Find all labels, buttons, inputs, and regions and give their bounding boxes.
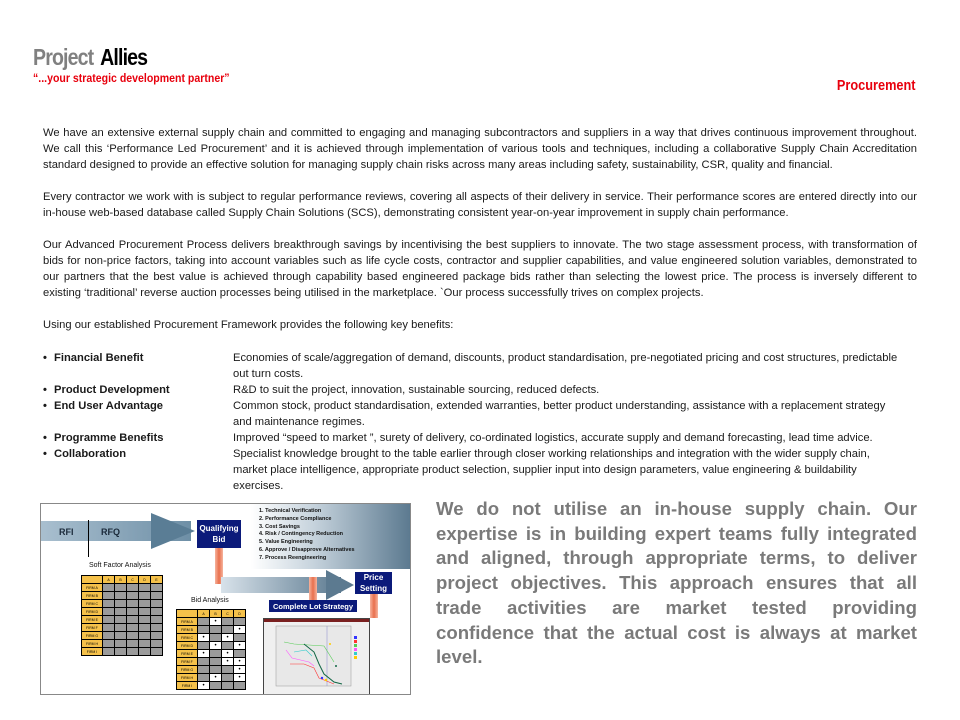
rfq-label: RFQ [101, 527, 120, 537]
scatter-plot-icon [264, 622, 369, 694]
tagline: “...your strategic development partner” [33, 71, 230, 85]
benefit-desc: Common stock, product standardisation, extended warranties, better product understanding, assistance with a replacement strategy and maintenance regimes. [233, 400, 886, 428]
step-item: 7. Process Reengineering [259, 554, 327, 561]
benefits-list [43, 350, 917, 494]
benefit-desc: Economies of scale/aggregation of demand, discounts, product standardisation, pre-negotiated pricing and cost structures, predictable out turn costs. [233, 352, 898, 380]
brand-part-project: Project [33, 44, 94, 70]
step-item: 5. Value Engineering [259, 539, 313, 546]
bid-to-price-arrow [221, 577, 341, 593]
bullet-icon: • [43, 384, 47, 396]
qualifying-bid-line2: Bid [212, 535, 226, 544]
arrow-head-icon [151, 513, 195, 549]
benefit-item [43, 430, 917, 446]
intro-body [43, 125, 917, 349]
soft-factor-table: A B C D E FIRM A FIRM B FIRM C FIRM D FIRM E FIRM F FIRM G FIRM H FIRM I [81, 575, 163, 656]
complete-lot-strategy-box: Complete Lot Strategy [269, 600, 357, 612]
closing-statement: We do not utilise an in-house supply chain. Our expertise is in building expert teams fully integrated and aligned, through appropriate terms, to deliver project objectives. This approach ensures that all trade activities are market tested providing confidence that the actual cost is always at market level. [436, 498, 917, 668]
paragraph-performance-reviews: Every contractor we work with is subject to regular performance reviews, covering all aspects of their delivery in service. Their performance scores are entered directly into our in-house web-based database called Supply Chain Solutions (SCS), demonstrating consistent year-on-year improvement in supply chain performance. [43, 191, 917, 219]
step-item: 6. Approve / Disapprove Alternatives [259, 546, 355, 553]
benefit-label: Programme Benefits [54, 432, 164, 444]
bullet-icon: • [43, 400, 47, 412]
step-item: 4. Risk / Contingency Reduction [259, 531, 344, 538]
price-setting-line2: Setting [359, 584, 388, 593]
paragraph-supply-chain: We have an extensive external supply chain and committed to engaging and managing subcontractors and suppliers in a way that drives continuous improvement throughout. We call this ‘Performance Led Procurement’ and it is achieved through implementation of various tools and techniques, including a collaborative Supply Chain Accreditation standard designed to provide an effective solution for managing supply chain risks across many areas including safety, sustainability, CSR, quality and financial. [43, 127, 917, 171]
benefit-desc: Improved “speed to market ”, surety of delivery, co-ordinated logistics, accurate supply and demand forecasting, lead time advice. [233, 432, 873, 444]
qualifying-bid-box [197, 520, 241, 548]
section-title: Procurement [837, 77, 916, 94]
bullet-icon: • [43, 352, 47, 364]
soft-factor-caption: Soft Factor Analysis [89, 562, 151, 569]
down-arrow-icon [370, 594, 378, 618]
benefit-label: Collaboration [54, 448, 127, 460]
benefit-desc: Specialist knowledge brought to the table earlier through closer working relationships and integration with the wider supply chain, market place intelligence, appropriate product selection, supplier input into design parameters, value engineering & buildability exercises. [233, 448, 870, 492]
qualifying-bid-line1: Qualifying [199, 524, 239, 533]
procurement-process-diagram [40, 503, 411, 695]
up-arrow-icon [309, 577, 317, 600]
divider-line [88, 520, 89, 557]
benefit-item [43, 350, 917, 382]
bullet-icon: • [43, 432, 47, 444]
step-item: 3. Cost Savings [259, 523, 300, 530]
brand-part-allies: Allies [100, 44, 148, 70]
paragraph-advanced-procurement: Our Advanced Procurement Process delivers breakthrough savings by incentivising the best suppliers to innovate. The two stage assessment process, with transformation of bids for non-price factors, taking into account variables such as life cycle costs, contractor and supplier capabilities, and value engineered solution variables, demonstrated to our partners that the best value is achieved through capability based engineered package bids rather than selecting the lowest price. The process is inversely different to existing ‘traditional’ reverse auction processes being utilised in the marketplace. `Our process successfully trives on complex projects. [43, 239, 917, 299]
benefit-label: Product Development [54, 384, 170, 396]
step-item: 2. Performance Compliance [259, 515, 332, 522]
arrow-head-icon [326, 570, 354, 600]
assessment-steps-list [259, 508, 355, 563]
brand-title [33, 44, 147, 71]
bid-analysis-table: A B C D FIRM A • FIRM B • FIRM C • • FIRM D • • FIRM E • • FIRM F • • FIRM G • FIRM H • • FIRM I • [176, 609, 246, 690]
bullet-icon: • [43, 448, 47, 460]
benefit-label: End User Advantage [54, 400, 164, 412]
bid-analysis-caption: Bid Analysis [191, 597, 229, 604]
price-setting-line1: Price [363, 573, 384, 582]
benefit-desc: R&D to suit the project, innovation, sustainable sourcing, reduced defects. [233, 384, 600, 396]
bid-scatter-chart-thumbnail [263, 618, 370, 695]
paragraph-framework-intro: Using our established Procurement Framework provides the following key benefits: [43, 319, 454, 331]
price-setting-box [355, 572, 392, 594]
step-item: 1. Technical Verification [259, 508, 322, 514]
benefit-item [43, 398, 917, 430]
rfi-label: RFI [59, 527, 74, 537]
benefit-label: Financial Benefit [54, 352, 144, 364]
benefit-item [43, 446, 917, 494]
benefit-item [43, 382, 917, 398]
